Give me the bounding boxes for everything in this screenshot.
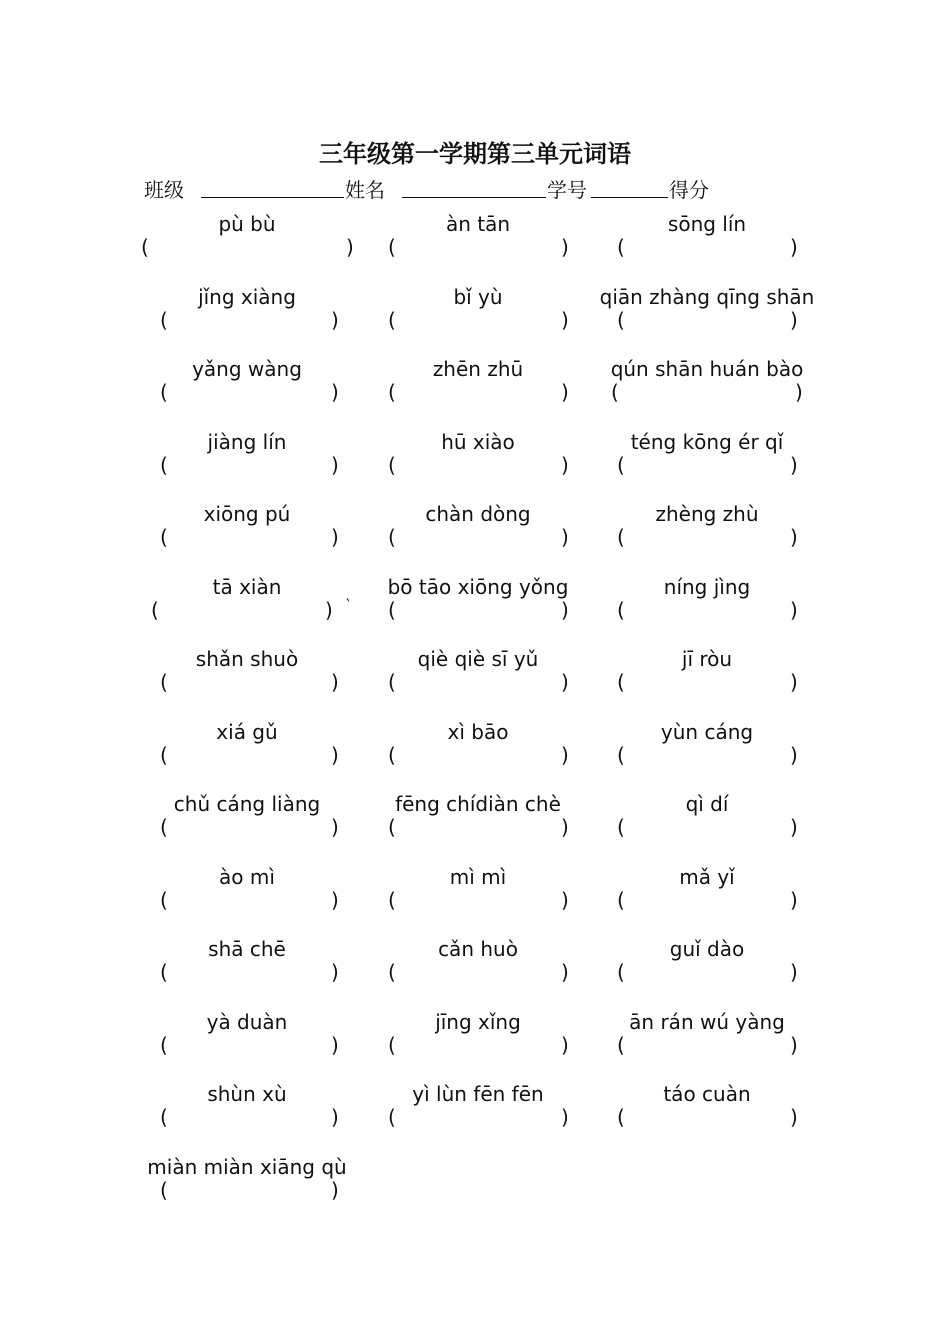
answer-paren-open[interactable]: (: [388, 597, 396, 622]
pinyin-label: yì lùn fēn fēn: [412, 1082, 544, 1106]
answer-paren-open[interactable]: (: [617, 960, 625, 984]
answer-paren-open[interactable]: (: [160, 1105, 168, 1129]
page-title: 三年级第一学期第三单元词语: [319, 140, 631, 168]
answer-paren-open[interactable]: (: [160, 1177, 168, 1202]
answer-paren-open[interactable]: (: [151, 597, 159, 622]
pinyin-label: xì bāo: [447, 719, 509, 744]
pinyin-label: xiá gǔ: [216, 719, 278, 744]
answer-paren-close[interactable]: ): [790, 525, 798, 549]
answer-paren-close[interactable]: ): [561, 1105, 569, 1129]
pinyin-label: qiè qiè sī yǔ: [417, 647, 539, 671]
answer-paren-open[interactable]: (: [617, 887, 625, 912]
pinyin-label: yǎng wàng: [192, 357, 302, 381]
number-label: 学号: [547, 178, 587, 202]
stray-mark: ‵: [346, 594, 350, 614]
answer-paren-close[interactable]: ): [331, 307, 339, 332]
name-blank[interactable]: [402, 197, 546, 198]
answer-paren-close[interactable]: ): [331, 1105, 339, 1129]
answer-paren-close[interactable]: ): [331, 380, 339, 404]
answer-paren-open[interactable]: (: [160, 887, 168, 912]
answer-paren-open[interactable]: (: [611, 380, 619, 404]
pinyin-label: zhēn zhū: [432, 357, 524, 381]
answer-paren-open[interactable]: (: [617, 307, 625, 332]
answer-paren-open[interactable]: (: [160, 960, 168, 984]
answer-paren-close[interactable]: ): [795, 380, 803, 404]
pinyin-label: chàn dòng: [425, 502, 531, 526]
answer-paren-open[interactable]: (: [617, 452, 625, 477]
pinyin-label: shā chē: [208, 937, 286, 961]
pinyin-label: níng jìng: [663, 574, 751, 599]
pinyin-label: guǐ dào: [669, 937, 745, 961]
answer-paren-close[interactable]: ): [561, 452, 569, 477]
answer-paren-open[interactable]: (: [388, 307, 396, 332]
pinyin-label: fēng chídiàn chè: [395, 792, 561, 816]
answer-paren-close[interactable]: ): [331, 525, 339, 549]
answer-paren-open[interactable]: (: [160, 1032, 168, 1057]
answer-paren-close[interactable]: ): [790, 742, 798, 767]
answer-paren-close[interactable]: ): [561, 670, 569, 694]
answer-paren-open[interactable]: (: [160, 380, 168, 404]
answer-paren-close[interactable]: ): [331, 670, 339, 694]
pinyin-label: chǔ cáng liàng: [173, 792, 321, 816]
pinyin-label: qì dí: [685, 792, 729, 816]
answer-paren-open[interactable]: (: [388, 670, 396, 694]
answer-paren-close[interactable]: ): [561, 235, 569, 259]
pinyin-label: bō tāo xiōng yǒng: [387, 574, 569, 599]
pinyin-label: miàn miàn xiāng qù: [147, 1154, 347, 1179]
class-blank[interactable]: [201, 197, 344, 198]
pinyin-label: àn tān: [445, 212, 511, 236]
answer-paren-open[interactable]: (: [388, 742, 396, 767]
answer-paren-close[interactable]: ): [561, 597, 569, 622]
answer-paren-close[interactable]: ): [790, 1032, 798, 1057]
answer-paren-close[interactable]: ): [561, 307, 569, 332]
pinyin-label: yùn cáng: [660, 719, 754, 744]
answer-paren-close[interactable]: ): [331, 742, 339, 767]
answer-paren-close[interactable]: ): [561, 380, 569, 404]
pinyin-label: jǐng xiàng: [198, 284, 296, 309]
answer-paren-close[interactable]: ): [561, 887, 569, 912]
answer-paren-open[interactable]: (: [388, 380, 396, 404]
answer-paren-close[interactable]: ): [331, 452, 339, 477]
pinyin-label: cǎn huò: [438, 937, 518, 961]
answer-paren-close[interactable]: ): [331, 815, 339, 839]
pinyin-label: qún shān huán bào: [610, 357, 804, 381]
pinyin-label: téng kōng ér qǐ: [630, 429, 784, 454]
answer-paren-open[interactable]: (: [141, 235, 149, 259]
pinyin-label: ān rán wú yàng: [629, 1009, 785, 1034]
answer-paren-close[interactable]: ): [561, 1032, 569, 1057]
pinyin-label: mǎ yǐ: [679, 864, 735, 889]
pinyin-label: yà duàn: [206, 1009, 288, 1034]
answer-paren-open[interactable]: (: [388, 525, 396, 549]
answer-paren-open[interactable]: (: [160, 742, 168, 767]
answer-paren-close[interactable]: ): [790, 670, 798, 694]
pinyin-label: sōng lín: [667, 212, 747, 236]
answer-paren-close[interactable]: ): [331, 1032, 339, 1057]
answer-paren-open[interactable]: (: [617, 742, 625, 767]
answer-paren-close[interactable]: ): [790, 887, 798, 912]
answer-paren-open[interactable]: (: [617, 525, 625, 549]
answer-paren-close[interactable]: ): [331, 960, 339, 984]
pinyin-label: pù bù: [218, 212, 276, 236]
answer-paren-open[interactable]: (: [388, 815, 396, 839]
pinyin-label: shǎn shuò: [195, 647, 299, 671]
answer-paren-close[interactable]: ): [331, 887, 339, 912]
answer-paren-close[interactable]: ): [561, 525, 569, 549]
pinyin-label: jī ròu: [681, 647, 733, 671]
pinyin-label: zhèng zhù: [655, 502, 759, 526]
answer-paren-close[interactable]: ): [790, 452, 798, 477]
class-label: 班级: [144, 178, 184, 202]
pinyin-label: tā xiàn: [212, 574, 282, 599]
answer-paren-close[interactable]: ): [790, 235, 798, 259]
pinyin-label: táo cuàn: [663, 1082, 751, 1106]
answer-paren-open[interactable]: (: [388, 887, 396, 912]
answer-paren-close[interactable]: ): [561, 815, 569, 839]
answer-paren-open[interactable]: (: [388, 452, 396, 477]
answer-paren-open[interactable]: (: [617, 670, 625, 694]
answer-paren-close[interactable]: ): [331, 1177, 339, 1202]
pinyin-label: bǐ yù: [453, 284, 503, 309]
pinyin-label: ào mì: [219, 864, 275, 889]
answer-paren-open[interactable]: (: [617, 1105, 625, 1129]
answer-paren-open[interactable]: (: [388, 1032, 396, 1057]
pinyin-label: jiàng lín: [207, 429, 287, 454]
answer-paren-close[interactable]: ): [790, 960, 798, 984]
answer-paren-open[interactable]: (: [160, 525, 168, 549]
answer-paren-open[interactable]: (: [617, 597, 625, 622]
answer-paren-open[interactable]: (: [388, 1105, 396, 1129]
answer-paren-open[interactable]: (: [388, 235, 396, 259]
answer-paren-open[interactable]: (: [388, 960, 396, 984]
pinyin-label: jīng xǐng: [435, 1009, 521, 1034]
answer-paren-open[interactable]: (: [617, 1032, 625, 1057]
pinyin-label: hū xiào: [441, 429, 515, 454]
answer-paren-close[interactable]: ): [790, 597, 798, 622]
answer-paren-close[interactable]: ): [790, 307, 798, 332]
answer-paren-open[interactable]: (: [160, 452, 168, 477]
name-label: 姓名: [345, 178, 385, 202]
number-blank[interactable]: [591, 197, 668, 198]
pinyin-label: shùn xù: [207, 1082, 287, 1106]
answer-paren-open[interactable]: (: [617, 235, 625, 259]
answer-paren-open[interactable]: (: [160, 815, 168, 839]
answer-paren-close[interactable]: ): [561, 960, 569, 984]
answer-paren-close[interactable]: ): [790, 1105, 798, 1129]
answer-paren-open[interactable]: (: [160, 307, 168, 332]
answer-paren-close[interactable]: ): [790, 815, 798, 839]
pinyin-label: qiān zhàng qīng shān: [599, 284, 815, 309]
pinyin-label: mì mì: [449, 864, 507, 889]
answer-paren-open[interactable]: (: [617, 815, 625, 839]
answer-paren-close[interactable]: ): [561, 742, 569, 767]
answer-paren-close[interactable]: ): [346, 235, 354, 259]
answer-paren-open[interactable]: (: [160, 670, 168, 694]
score-label: 得分: [669, 178, 709, 202]
answer-paren-close[interactable]: ): [325, 597, 333, 622]
pinyin-label: xiōng pú: [203, 502, 291, 526]
